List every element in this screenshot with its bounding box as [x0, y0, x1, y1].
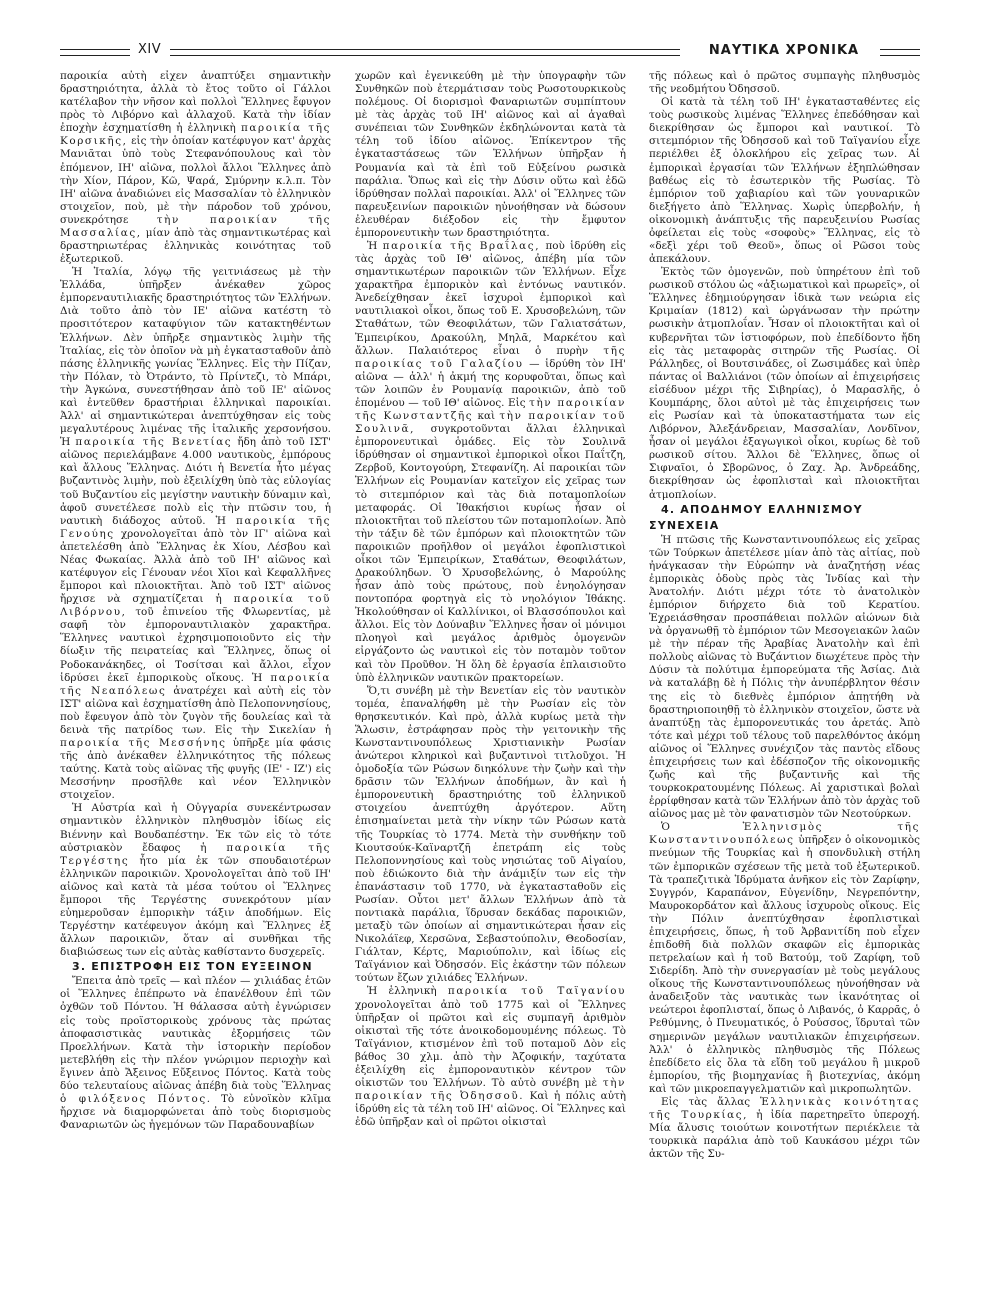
page-number: XIV — [138, 42, 162, 57]
paragraph: Ἡ πτῶσις τῆς Κωνσταντινουπόλεως εἰς χεῖρας τῶν Τούρκων ἀπετέλεσε μίαν ἀπὸ τὰς αἰτίας, ποὺ ἠνάγκασαν τὴν Εὐρώπην νὰ ἀναζητήσῃ νέας ἐμπορικὰς ὁδοὺς πρὸς τὰς Ἰνδίας καὶ τὴν Ἀνατολήν. Διότι μέχρι τότε τὸ ἀνατολικὸν ἐμπόριον διήρχετο διὰ τοῦ Κερατίου. Ἐχρειάσθησαν προσπάθειαι πολλῶν αἰώνων διὰ νὰ ὀργανωθῇ τὸ ἐμπόριον τῶν Μεσογειακῶν λαῶν μὲ τὴν πέραν τῆς Ἀραβίας Ἀνατολὴν καὶ ἐπὶ πολλοὺς αἰῶνας τὸ Βυζάντιον διωχέτευε πρὸς τὴν Δύσιν τὰ πολύτιμα ἐμπορεύματα τῆς Ἀσίας. Διὰ νὰ καταλάβῃ δὲ ἡ Πόλις τὴν ἀνυπέρβλητον θέσιν της εἰς τὸ διεθνὲς ἐμπόριον ἀπῃτήθη νὰ δραστηριοποιηθῇ τὸ ἑλληνικὸν στοιχεῖον, ὥστε νὰ ἀναπτύξῃ τὰς ἐμπορονευτικάς του ἀρετάς. Ἀπὸ τότε καὶ μέχρι τοῦ τέλους τοῦ παρελθόντος ἀκόμη αἰῶνος οἱ Ἕλληνες συνέχιζον τὰς παντὸς εἴδους ἐπιχειρήσεις των καὶ ἐδέσποζον τῆς οἰκονομικῆς ζωῆς καὶ τῆς βυζαντινῆς καὶ τῆς τουρκοκρατουμένης Πόλεως. Αἱ χαριστικαὶ βολαὶ ἐρρίφθησαν κατὰ τῶν Ἑλλήνων ἀπὸ τὸν ἀρχὰς τοῦ αἰῶνος μας μὲ τὸν φανατισμὸν τῶν Νεοτούρκων. — [649, 533, 920, 821]
column-1 — [60, 70, 331, 1260]
paragraph: παροικία αὐτὴ εἶχεν ἀναπτύξει σημαντικὴν δραστηριότητα, ἀλλὰ τὸ ἔτος τοῦτο οἱ Γάλλοι κατέλαβον τὴν νῆσον καὶ πολλοὶ Ἕλληνες ἔφυγον πρὸς τὸ Λιβόρνο καὶ ἀλλαχοῦ. Κατὰ τὴν ἰδίαν ἐποχὴν ἐσχηματίσθη ἡ ἑλληνικὴ παροικία τῆς Κορσικῆς, εἰς τὴν ὁποίαν κατέφυγον κατ' ἀρχὰς Μανιᾶται ὑπὸ τοὺς Στεφανόπουλους καὶ τὸν ἐπόμενον, ΙΗ' αἰῶνα, πολλοὶ ἄλλοι Ἕλληνες ἀπὸ τὴν Χίον, Πάρον, Κῶ, Ψαρά, Σμύρνην κ.λ.π. Τὸν ΙΗ' αἰῶνα ἀναδιώνει εἰς Μασσαλίαν τὸ ἑλληνικὸν στοιχεῖον, ποὺ, μὲ τὴν πάροδον τοῦ χρόνου, συνεκρότησε τὴν παροικίαν τῆς Μασσαλίας, μίαν ἀπὸ τὰς σημαντικωτέρας καὶ δραστηριωτέρας ἑλληνικὰς κοινότητας τοῦ ἐξωτερικοῦ. — [60, 70, 331, 266]
running-title: ΝΑΥΤΙΚΑ ΧΡΟΝΙΚΑ — [708, 43, 860, 58]
header-rule-middle — [170, 49, 680, 56]
paragraph: Ἐκτὸς τῶν ὁμογενῶν, ποὺ ὑπηρέτουν ἐπὶ τοῦ ρωσικοῦ στόλου ὡς «ἀξιωματικοὶ καὶ πρωρεῖς», οἱ Ἕλληνες ἐδημιούργησαν ἰδικὰ των νεώρια εἰς Κριμαίαν (1812) καὶ ὠργάνωσαν τὴν πρώτην ρωσικὴν ἀτμοπλοΐαν. Ἦσαν οἱ πλοιοκτῆται καὶ οἱ κυβερνῆται τῶν ἱστιοφόρων, ποὺ ἐπεδίδοντο ἤδη εἰς τὰς μεταφορὰς σιτηρῶν τῆς Ρωσίας. Οἱ Ράλληδες, οἱ Βουτσινάδες, οἱ Ζωσιμάδες καὶ ὑπὲρ πάντας οἱ Βαλλιάνοι (τῶν ὁποίων αἱ ἐπιχειρήσεις εἰσέδυον μέχρι τῆς Σιβηρίας), ὁ Μαρασλῆς, ὁ Κουμπάρης, ὅλοι αὐτοὶ μὲ τὰς ἐπιχειρήσεις των εἰς Ρωσίαν καὶ τὰ ὑποκαταστήματα των εἰς Λιβόρνον, Ἀλεξάνδρειαν, Μασσαλίαν, Λονδῖνον, ἦσαν οἱ μεγάλοι ἐξαγωγικοὶ οἶκοι, κυρίως δὲ τοῦ ρωσικοῦ σίτου. Ἄλλοι δὲ Ἕλληνες, ὅπως οἱ Σιφναῖοι, ὁ Σβορῶνος, ὁ Ζαχ. Ἀρ. Ἀνδρεάδης, διεκρίθησαν ὡς ἐφοπλισταὶ καὶ πλοιοκτῆται ἀτμοπλοίων. — [649, 266, 920, 501]
paragraph: Οἱ κατὰ τὰ τέλη τοῦ ΙΗ' ἐγκατασταθέντες εἰς τοὺς ρωσικοὺς λιμένας Ἕλληνες ἐπεδόθησαν καὶ διεκρίθησαν ὡς ἔμποροι καὶ ναυτικοί. Τὸ σιτεμπόριον τῆς Ὀδησσοῦ καὶ τοῦ Ταϊγανίου εἶχε περιέλθει ἐξ ὁλοκλήρου εἰς χεῖρας των. Αἱ ἐμπορικαὶ ἐργασίαι τῶν Ἑλλήνων ἐξηπλώθησαν βαθέως εἰς τὸ ἐσωτερικὸν τῆς Ρωσίας. Τὸ ἐμπόριον τοῦ χαβιαρίου καὶ τῶν γουναρικῶν διεξήγετο ἀπὸ Ἕλληνας. Χωρὶς ὑπερβολήν, ἡ οἰκονομικὴ ἀνάπτυξις τῆς παρευξεινίου Ρωσίας ὀφείλεται εἰς τοὺς «σοφοὺς» Ἕλληνας, εἰς τὸ «δεξὶ χέρι τοῦ Θεοῦ», ὅπως οἱ Ρῶσοι τοὺς ἀπεκάλουν. — [649, 96, 920, 266]
header-rule-right — [880, 49, 920, 56]
paragraph: Εἰς τὰς ἄλλας Ἑλληνικὰς κοινότητας τῆς Τουρκίας, ἡ ἰδία παρετηρεῖτο ὑπεροχή. Μία ἄλυσις τοιούτων κοινοτήτων περιέκλειε τὰ τουρκικὰ παράλια ἀπὸ τοῦ Καυκάσου μέχρι τῶν ἀκτῶν τῆς Συ- — [649, 1095, 920, 1161]
section-heading-4: 4. ΑΠΟΔΗΜΟΥ ΕΛΛΗΝΙΣΜΟΥ ΣΥΝΕΧΕΙΑ — [649, 502, 863, 532]
paragraph: Ἔπειτα ἀπὸ τρεῖς — καὶ πλέον — χιλιάδας ἐτῶν οἱ Ἕλληνες ἐπέπρωτο νὰ ἐπανέλθουν ἐπὶ τῶν ὀχθῶν τοῦ Πόντου. Ἡ θάλασσα αὐτὴ ἐγνώρισεν εἰς τοὺς προϊστορικοὺς χρόνους τὰς πρώτας ἀποφασιστικὰς ναυτικὰς ἐξορμήσεις τῶν Προελλήνων. Κατὰ τὴν ἱστορικὴν περίοδον μετεβλήθη εἰς τὴν πλέον γνώριμον περιοχὴν καὶ ἔγινεν ἀπὸ Ἄξεινος Εὔξεινος Πόντος. Κατὰ τοὺς δύο τελευταίους αἰῶνας ἀπέβη διὰ τοὺς Ἕλληνας ὁ φιλόξενος Πόντος. Τὸ εὐνοϊκὸν κλῖμα ἤρχισε νὰ διαμορφώνεται ἀπὸ τοὺς διορισμοὺς Φαναριωτῶν ὡς ἡγεμόνων τῶν Παραδουναβίων — [60, 975, 331, 1132]
paragraph: Ἡ Αὐστρία καὶ ἡ Οὐγγαρία συνεκέντρωσαν σημαντικὸν ἑλληνικὸν πληθυσμὸν ἰδίως εἰς Βιέννην καὶ Βουδαπέστην. Ἐκ τῶν εἰς τὸ τότε αὐστριακὸν ἔδαφος ἡ παροικία τῆς Τεργέστης ἦτο μία ἐκ τῶν σπουδαιοτέρων ἑλληνικῶν παροικιῶν. Χρονολογεῖται ἀπὸ τοῦ ΙΗ' αἰῶνος καὶ κατὰ τὰ μέσα τούτου οἱ Ἕλληνες ἔμποροι τῆς Τεργέστης συνεκρότουν μίαν εὐημεροῦσαν ἐμπορικὴν τάξιν ἀποδήμων. Εἰς Τεργέστην κατέφευγον ἀκόμη καὶ Ἕλληνες ἐξ ἄλλων παροικιῶν, ὅταν αἱ συνθῆκαι τῆς διαβιώσεως των εἰς αὐτὰς καθίσταντο δυσχερεῖς. — [60, 802, 331, 959]
paragraph: Ἡ ἑλληνικὴ παροικία τοῦ Ταϊγανίου χρονολογεῖται ἀπὸ τοῦ 1775 καὶ οἱ Ἕλληνες ὑπῆρξαν οἱ πρῶτοι καὶ εἰς συμπαγῆ ἀριθμὸν οἰκισταὶ τῆς τότε ἀνοικοδομουμένης πόλεως. Τὸ Ταϊγάνιον, κτισμένον ἐπὶ τοῦ ποταμοῦ Δὸν εἰς βάθος 30 χλμ. ἀπὸ τὴν Ἀζοφικήν, ταχύτατα ἐξειλίχθη εἰς ἐμποροναυτικὸν κέντρον τῶν οἰκιστῶν του Ἑλλήνων. Τὸ αὐτὸ συνέβη μὲ τὴν παροικίαν τῆς Ὀδησσοῦ. Καὶ ἡ πόλις αὐτὴ ἱδρύθη εἰς τὰ τέλη τοῦ ΙΗ' αἰῶνος. Οἱ Ἕλληνες καὶ ἐδῶ ὑπῆρξαν καὶ οἱ πρῶτοι οἰκισταὶ — [355, 985, 626, 1129]
column-2 — [355, 70, 626, 1260]
section-heading-3: 3. ΕΠΙΣΤΡΟΦΗ ΕΙΣ ΤΟΝ ΕΥΞΕΙΝΟΝ — [72, 960, 313, 974]
paragraph: τῆς πόλεως καὶ ὁ πρῶτος συμπαγὴς πληθυσμὸς τῆς νεοδμήτου Ὀδησσοῦ. — [649, 70, 920, 96]
paragraph: Ἡ Ἰταλία, λόγῳ τῆς γειτνιάσεως μὲ τὴν Ἑλλάδα, ὑπῆρξεν ἀνέκαθεν χῶρος ἐμπορεναυτιλιακῆς δραστηριότητος τῶν Ἑλλήνων. Διὰ τοῦτο ἀπὸ τὸν ΙΕ' αἰῶνα κατέστη τὸ προσιτότερον καταφύγιον τῶν κατακτηθέντων Ἑλλήνων. Δὲν ὑπῆρξε σημαντικὸς λιμὴν τῆς Ἰταλίας, εἰς τὸν ὁποῖον νὰ μὴ ἐγκατασταθοῦν ἀπὸ πάσης ἑλληνικῆς γωνίας Ἕλληνες. Εἰς τὴν Πίζαν, τὴν Πόλαν, τὸ Ὀτράντο, τὸ Πρίντεζι, τὸ Μπάρι, τὴν Ἀγκώνα, συνεστήθησαν ἀπὸ τοῦ ΙΕ' αἰῶνος καὶ ἐντεῦθεν δραστήριαι ἑλληνικαὶ παροικίαι. Ἀλλ' αἱ σημαντικώτεραι ἀνεπτύχθησαν εἰς τοὺς μεγαλυτέρους λιμένας τῆς ἰταλικῆς χερσονήσου. Ἡ παροικία τῆς Βενετίας ἤδη ἀπὸ τοῦ ΙΣΤ' αἰῶνος περιελάμβανε 4.000 ναυτικοὺς, ἐμπόρους καὶ ἄλλους Ἕλληνας. Διότι ἡ Βενετία ἦτο μέγας βυζαντινὸς λιμὴν, ποὺ ἐξειλίχθη ὑπὸ τὰς εὐλογίας τοῦ Βυζαντίου εἰς μεγίστην ναυτικὴν δύναμιν καὶ, ἀφοῦ συνετέλεσε πολὺ εἰς τὴν πτῶσιν του, ἡ ναυτικὴ διάδοχος αὐτοῦ. Ἡ παροικία τῆς Γενούης χρονολογεῖται ἀπὸ τὸν ΙΓ' αἰῶνα καὶ ἀπετελέσθη ἀπὸ Ἕλληνας ἐκ Χίου, Λέσβου καὶ Νέας Φωκαίας. Ἀλλὰ ἀπὸ τοῦ ΙΗ' αἰῶνος καὶ κατέφυγον εἰς Γένουαν νέοι Χῖοι καὶ Κεφαλλῆνες ἔμποροι καὶ πλοιοκτῆται. Ἀπὸ τοῦ ΙΣΤ' αἰῶνος ἤρχισε νὰ σχηματίζεται ἡ παροικία τοῦ Λιβόρνου, τοῦ ἐπινείου τῆς Φλωρεντίας, μὲ σαφῆ τὸν ἐμποροναυτιλιακὸν χαρακτῆρα. Ἕλληνες ναυτικοὶ ἐχρησιμοποιοῦντο εἰς τὴν δίωξιν τῆς πειρατείας καὶ Ἕλληνες, ὅπως οἱ Ροδοκανάκηδες, οἱ Τοσίτσαι καὶ ἄλλοι, εἶχον ἱδρύσει ἐκεῖ ἐμπορικοὺς οἴκους. Ἡ παροικία τῆς Νεαπόλεως ἀνατρέχει καὶ αὐτὴ εἰς τὸν ΙΣΤ' αἰῶνα καὶ ἐσχηματίσθη ἀπὸ Πελοποννησίους, ποὺ ἔφευγον ἀπὸ τὸν ζυγὸν τῆς δουλείας καὶ τὰ δεινὰ τῆς πατρίδος των. Εἰς τὴν Σικελίαν ἡ παροικία τῆς Μεσσήνης ὑπῆρξε μία φάσις τῆς ἀπὸ ἀνέκαθεν ἑλληνικότητος τῆς πόλεως ταύτης. Κατὰ τοὺς αἰῶνας τῆς φυγῆς (ΙΕ' - ΙΖ') εἰς Μεσσήνην προσῆλθε καὶ νέον Ἑλληνικὸν στοιχεῖον. — [60, 266, 331, 802]
paragraph: Ὁ Ἑλληνισμὸς τῆς Κωνσταντινουπόλεως ὑπῆρξεν ὁ οἰκονομικὸς πνεύμων τῆς Τουρκίας καὶ ἡ σπονδυλικὴ στήλη τῶν ἐμπορικῶν σχέσεων τῆς μετὰ τοῦ ἐξωτερικοῦ. Τὰ τραπεζιτικὰ Ἱδρύματα ἀνῆκον εἰς τὸν Ζαρίφην, Συγγρόν, Καραπάνον, Εὐγενίδην, Νεγρεπόντην, Μαυροκορδάτον καὶ ἄλλους ἰσχυροὺς οἴκους. Εἰς τὴν Πόλιν ἀνεπτύχθησαν ἐφοπλιστικαὶ ἐπιχειρήσεις, ὅπως, ἡ τοῦ Ἀρβανιτίδη ποὺ εἶχεν ἐπιδοθῆ διὰ πολλῶν σκαφῶν εἰς ἐμπορικὰς πετρελαίων καὶ ἡ τοῦ Βατούμ, τοῦ Ζαρίφη, τοῦ Σιδερίδη. Ἀπὸ τὴν συνεργασίαν μὲ τοὺς μεγάλους οἴκους τῆς Κωνσταντινουπόλεως ηὐνοήθησαν νὰ ἀναδειξοῦν τὰς ναυτικὰς των ἱκανότητας οἱ νεώτεροι ἐφοπλισταί, ὅπως ὁ Λιβανός, ὁ Καρρᾶς, ὁ Ρεθύμνης, ὁ Πνευματικός, ὁ Ρούσσος, ἵδρυταὶ τῶν σημερινῶν μεγάλων ναυτιλιακῶν ἐπιχειρήσεων. Ἀλλ' ὁ ἑλληνικὸς πληθυσμὸς τῆς Πόλεως ἐπεδίδετο εἰς ὅλα τὰ εἴδη τοῦ μεγάλου ἢ μικροῦ ἐμπορίου, τῆς βιομηχανίας ἢ βιοτεχνίας, ἀκόμη καὶ τῶν μικροεπαγγελματιῶν καὶ μικροπωλητῶν. — [649, 821, 920, 1095]
header-rule-left — [60, 49, 130, 56]
paragraph: Ἡ παροικία τῆς Βραΐλας, ποὺ ἱδρύθη εἰς τὰς ἀρχὰς τοῦ ΙΘ' αἰῶνος, ἀπέβη μία τῶν σημαντικωτέρων παροικιῶν τῶν Ἑλλήνων. Εἶχε χαρακτῆρα ἐμπορικὸν καὶ ἐντόνως ναυτικόν. Ἀνεδείχθησαν ἐκεῖ ἰσχυροὶ ἐμπορικοὶ καὶ ναυτιλιακοὶ οἶκοι, ὅπως τοῦ Ε. Χρυσοβελώνη, τῶν Σταθάτων, τῶν Θεοφιλάτων, τῶν Γαλιατσάτων, Ἐμπειρίκου, Δρακούλη, Μηλᾶ, Μαρκέτου καὶ ἄλλων. Παλαιότερος εἶναι ὁ πυρὴν τῆς παροικίας τοῦ Γαλαζίου — ἱδρύθη τὸν ΙΗ' αἰῶνα — ἀλλ' ἡ ἀκμή της κορυφοῦται, ὅπως καὶ τῶν λοιπῶν ἐν Ρουμανίᾳ παροικιῶν, ἀπὸ τοῦ ἐπομένου — τοῦ ΙΘ' αἰῶνος. Εἰς τὴν παροικίαν τῆς Κωνσταντζῆς καὶ τὴν παροικίαν τοῦ Σουλινᾶ, συγκροτοῦνται ἄλλαι ἑλληνικαὶ ἐμπορονευτικαὶ ὁμάδες. Εἰς τὸν Σουλινᾶ ἱδρύθησαν οἱ σημαντικοὶ ἐμπορικοὶ οἶκοι Παΐτζη, Ζερβοῦ, Κοντογούρη, Στεφανίζη. Αἱ παροικίαι τῶν Ἑλλήνων εἰς Ρουμανίαν κατεῖχον εἰς χεῖρας των τὸ σιτεμπόριον καὶ τὰς διὰ ποταμοπλοίων μεταφοράς. Οἱ Ἰθακήσιοι κυρίως ἦσαν οἱ πλοιοκτῆται τοῦ πλείστου τῶν ποταμοπλοίων. Ἀπὸ τὴν τάξιν δὲ τῶν ἐμπόρων καὶ πλοιοκτητῶν τῶν παροικιῶν προῆλθον οἱ μεγάλοι ἐφοπλιστικοὶ οἶκοι τῶν Ἐμπειρίκων, Σταθάτων, Θεοφιλάτων, Δρακούληδων. Ὁ Χρυσοβελώνης, ὁ Μαρούλης ἦσαν ἀπὸ τοὺς πρώτους, ποὺ ἐνηολόγησαν ποντοπόρα φορτηγὰ εἰς τὸ νηολόγιον Ἰθάκης. Ἠκολούθησαν οἱ Καλλίνικοι, οἱ Βλασσόπουλοι καὶ ἄλλοι. Εἰς τὸν Δούναβιν Ἕλληνες ἦσαν οἱ μόνιμοι πλοηγοὶ καὶ μεγάλος ἀριθμὸς ὁμογενῶν εἰργάζοντο ὡς ναυτικοὶ εἰς τὸν ποταμὸν τοῦτον καὶ τὸν Προῦθον. Ἡ ὅλη δὲ ἐργασία ἐπλαισιοῦτο ὑπὸ ἑλληνικῶν ναυτικῶν πρακτορείων. — [355, 240, 626, 684]
paragraph: χωρῶν καὶ ἐγενικεύθη μὲ τὴν ὑπογραφὴν τῶν Συνθηκῶν ποὺ ἐτερμάτισαν τοὺς Ρωσοτουρκικοὺς πολέμους. Οἱ διορισμοὶ Φαναριωτῶν συμπίπτουν μὲ τὰς ἀρχὰς τοῦ ΙΗ' αἰῶνος καὶ αἱ ἀγαθαὶ συνέπειαι τῶν Συνθηκῶν ἐκδηλώνονται κατὰ τὰ τέλη τοῦ ἰδίου αἰῶνος. Ἐπίκεντρον τῆς ἐγκαταστάσεως τῶν Ἑλλήνων ὑπῆρξαν ἡ Ρουμανία καὶ τὰ ἐπὶ τοῦ Εὐξείνου ρωσικὰ παράλια. Ὅπως καὶ εἰς τὴν Δύσιν οὕτω καὶ ἐδῶ ἱδρύθησαν πολλαὶ παροικίαι. Ἀλλ' οἱ Ἕλληνες τῶν παρευξεινίων παροικιῶν ηὐνοήθησαν νὰ δώσουν ἐλευθέραν διέξοδον εἰς τὴν ἔμφυτον ἐμπορονευτικὴν των δραστηριότητα. — [355, 70, 626, 239]
column-3 — [649, 70, 920, 1260]
running-header — [60, 42, 920, 64]
paragraph: Ὅ,τι συνέβη μὲ τὴν Βενετίαν εἰς τὸν ναυτικὸν τομέα, ἐπαναλήφθη μὲ τὴν Ρωσίαν εἰς τὸν θρησκευτικόν. Καὶ πρὸ, ἀλλὰ κυρίως μετὰ τὴν Ἅλωσιν, ἐστράφησαν πρὸς τὴν γειτονικὴν τῆς Κωνσταντινουπόλεως Χριστιανικὴν Ρωσίαν ἀνώτεροι κληρικοὶ καὶ βυζαντινοὶ τιτλοῦχοι. Ἡ ὁμοδοξία τῶν Ρώσων διηκόλυνε τὴν ζωὴν καὶ τὴν δρᾶσιν τῶν Ἑλλήνων ἀποδήμων, ἂν καὶ ἡ ἐμπορονευτικὴ δραστηριότης τοῦ ἑλληνικοῦ στοιχείου ἀνεπτύχθη ἀργότερον. Αὕτη ἐπισημαίνεται μετὰ τὴν νίκην τῶν Ρώσων κατὰ τῆς Τουρκίας τὸ 1774. Μετὰ τὴν συνθήκην τοῦ Κιουτσούκ-Καϊναρτζῆ ἐπετράπη εἰς τοὺς Πελοποννησίους καὶ τοὺς νησιώτας τοῦ Αἰγαίου, ποὺ ἐδιώκοντο διὰ τὴν ἀνάμιξίν των εἰς τὴν ἐπανάστασιν τοῦ 1770, νὰ ἐγκατασταθοῦν εἰς Ρωσίαν. Οὗτοι μετ' ἄλλων Ἑλλήνων ἀπὸ τὰ ποντιακὰ παράλια, ἵδρυσαν δεκάδας παροικιῶν, μεταξὺ τῶν ὁποίων αἱ σημαντικώτεραι ἦσαν εἰς Νικολάϊεφ, Χερσῶνα, Σεβαστούπολιν, Θεοδοσίαν, Γιάλταν, Κέρτς, Μαριούπολιν, καὶ ἰδίως εἰς Ταϊγάνιον καὶ Ὀδησσόν. Εἰς ἑκάστην τῶν πόλεων τούτων ἔζων χιλιάδες Ἑλλήνων. — [355, 684, 626, 985]
